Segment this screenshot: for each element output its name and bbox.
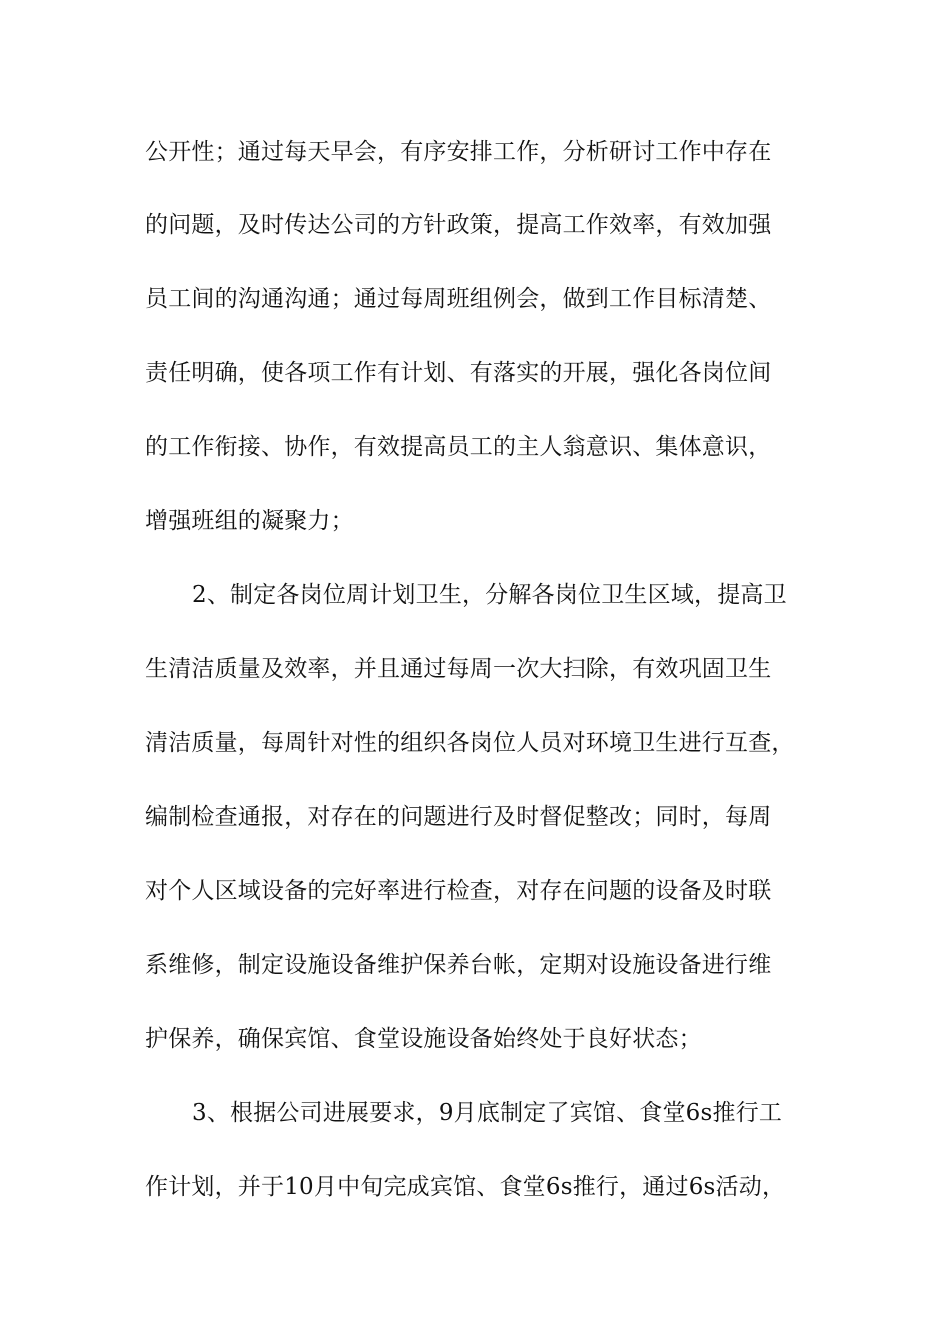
- text-line: 系维修，制定设施设备维护保养台帐，定期对设施设备进行维: [145, 952, 772, 978]
- text-line: 的问题，及时传达公司的方针政策，提高工作效率，有效加强: [145, 212, 772, 238]
- paragraph-start-line: 3、根据公司进展要求，9月底制定了宾馆、食堂6s推行工: [192, 1100, 783, 1126]
- text-line: 护保养，确保宾馆、食堂设施设备始终处于良好状态；: [145, 1026, 702, 1052]
- text-line: 责任明确，使各项工作有计划、有落实的开展，强化各岗位间: [145, 360, 772, 386]
- text-line: 作计划，并于10月中旬完成宾馆、食堂6s推行，通过6s活动，: [145, 1174, 786, 1200]
- text-line: 员工间的沟通沟通；通过每周班组例会，做到工作目标清楚、: [145, 286, 772, 312]
- text-line: 清洁质量，每周针对性的组织各岗位人员对环境卫生进行互查，: [145, 730, 795, 756]
- text-line: 对个人区域设备的完好率进行检查，对存在问题的设备及时联: [145, 878, 772, 904]
- text-line: 生清洁质量及效率，并且通过每周一次大扫除，有效巩固卫生: [145, 656, 772, 682]
- text-line: 公开性；通过每天早会，有序安排工作，分析研讨工作中存在: [145, 139, 772, 165]
- text-line: 的工作衔接、协作，有效提高员工的主人翁意识、集体意识，: [145, 434, 772, 460]
- text-line: 增强班组的凝聚力；: [145, 508, 354, 534]
- paragraph-start-line: 2、制定各岗位周计划卫生，分解各岗位卫生区域，提高卫: [192, 582, 787, 608]
- text-line: 编制检查通报，对存在的问题进行及时督促整改；同时，每周: [145, 804, 772, 830]
